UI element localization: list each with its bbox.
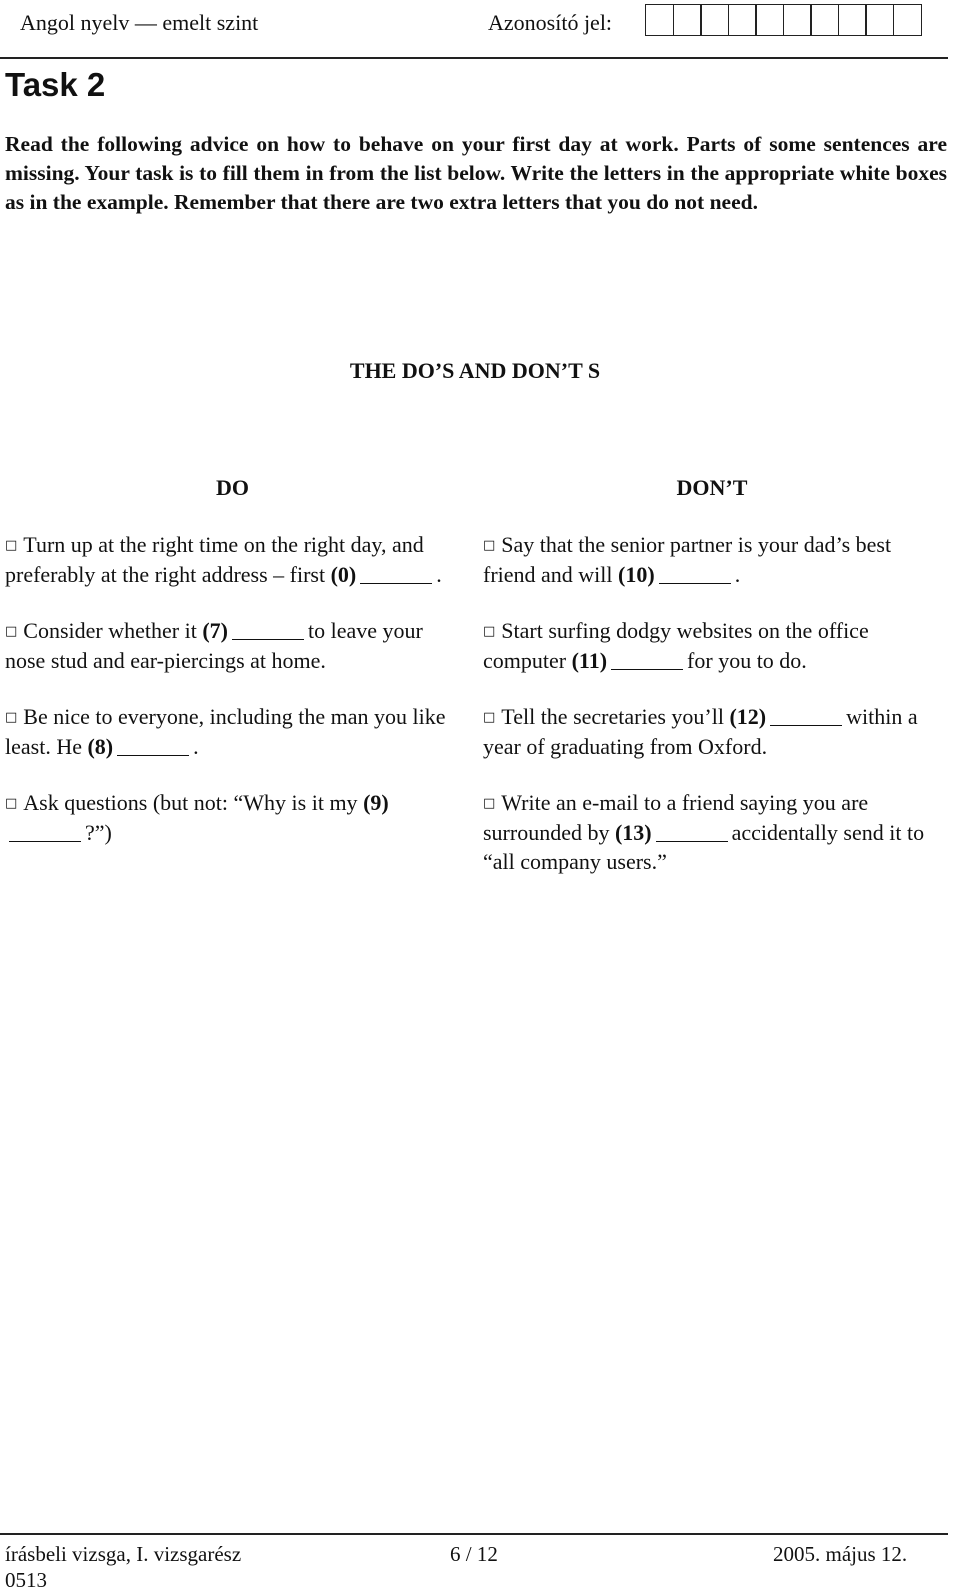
gap-number: (9) [363, 790, 389, 815]
square-bullet-icon: □ [5, 538, 18, 553]
answer-blank[interactable] [360, 563, 432, 584]
footer-divider [0, 1533, 948, 1535]
task-title: Task 2 [5, 66, 106, 103]
gap-number: (13) [614, 820, 652, 845]
id-box[interactable] [783, 4, 812, 36]
square-bullet-icon: □ [483, 796, 496, 811]
do-heading: DO [216, 475, 249, 500]
advice-text-end: for you to do. [687, 648, 807, 673]
square-bullet-icon: □ [483, 538, 496, 553]
advice-text: Say that the senior partner is your dad’s best friend and will [483, 532, 892, 587]
gap-number: (12) [729, 704, 767, 729]
square-bullet-icon: □ [483, 624, 496, 639]
task-instructions: Read the following advice on how to behave on your first day at work. Parts of some sentences are missing. Your task is to fill them in from the list below. Write the letters in the appropriate white boxes as in the example. Remember that there are two extra letters that you do not need. [5, 132, 947, 214]
id-box[interactable] [893, 4, 922, 36]
id-boxes [645, 4, 920, 36]
answer-blank[interactable] [9, 821, 81, 842]
footer-exam-label: írásbeli vizsga, I. vizsgarész [5, 1542, 242, 1566]
advice-text: Be nice to everyone, including the man you like least. He [5, 704, 446, 759]
advice-text-end: accidentally send it to “all company users.” [483, 820, 925, 874]
gap-number: (0) [330, 562, 357, 587]
answer-blank[interactable] [117, 735, 189, 756]
gap-number: (10) [618, 562, 655, 587]
header-divider [0, 57, 948, 59]
advice-item [5, 702, 460, 761]
advice-text: Turn up at the right time on the right day, and preferably at the right address – first [5, 532, 424, 587]
id-box[interactable] [728, 4, 757, 36]
id-box[interactable] [700, 4, 729, 36]
advice-text-end: . [193, 734, 199, 759]
id-box[interactable] [645, 4, 674, 36]
advice-item [483, 530, 941, 589]
exam-date: 2005. május 12. [773, 1542, 908, 1566]
subject-label: Angol nyelv — emelt szint [20, 10, 259, 35]
exam-code: 0513 [5, 1568, 47, 1592]
advice-text: Consider whether it [23, 618, 203, 643]
advice-item [5, 616, 460, 675]
advice-item [483, 788, 941, 876]
id-label: Azonosító jel: [488, 10, 613, 35]
answer-blank[interactable] [232, 619, 304, 640]
answer-blank[interactable] [659, 563, 731, 584]
advice-text-end: within a year of graduating from Oxford. [483, 704, 918, 759]
id-box[interactable] [810, 4, 839, 36]
advice-text: Ask questions (but not: “Why is it my [23, 790, 364, 815]
advice-text-end: ?”) [85, 820, 112, 845]
advice-item [483, 702, 941, 761]
gap-number: (11) [571, 648, 608, 673]
square-bullet-icon: □ [5, 624, 18, 639]
advice-item [5, 530, 460, 589]
id-box[interactable] [673, 4, 702, 36]
square-bullet-icon: □ [483, 710, 496, 725]
advice-item [5, 788, 460, 847]
advice-text-end: . [734, 562, 741, 587]
id-box[interactable] [755, 4, 784, 36]
dont-items [483, 530, 941, 876]
answer-blank[interactable] [770, 705, 842, 726]
advice-item [483, 616, 941, 675]
id-box[interactable] [865, 4, 894, 36]
dont-heading: DON’T [676, 475, 748, 500]
text-title: THE DO’S AND DON’T S [349, 358, 601, 383]
gap-number: (8) [87, 734, 114, 759]
page-number: 6 / 12 [450, 1542, 498, 1566]
gap-number: (7) [202, 618, 228, 643]
answer-blank[interactable] [611, 649, 683, 670]
answer-blank[interactable] [656, 821, 728, 842]
do-column [5, 475, 460, 874]
advice-text: Start surfing dodgy websites on the office computer [483, 618, 869, 673]
dont-column [483, 475, 941, 903]
do-items [5, 530, 460, 847]
advice-text: Tell the secretaries you’ll [501, 704, 730, 729]
advice-text: Write an e-mail to a friend saying you are surrounded by [483, 790, 869, 845]
id-box[interactable] [838, 4, 867, 36]
advice-text-end: to leave your nose stud and ear-piercings at home. [5, 618, 423, 673]
advice-text-end: . [436, 562, 442, 587]
page-header [0, 0, 960, 58]
square-bullet-icon: □ [5, 710, 18, 725]
square-bullet-icon: □ [5, 796, 18, 811]
